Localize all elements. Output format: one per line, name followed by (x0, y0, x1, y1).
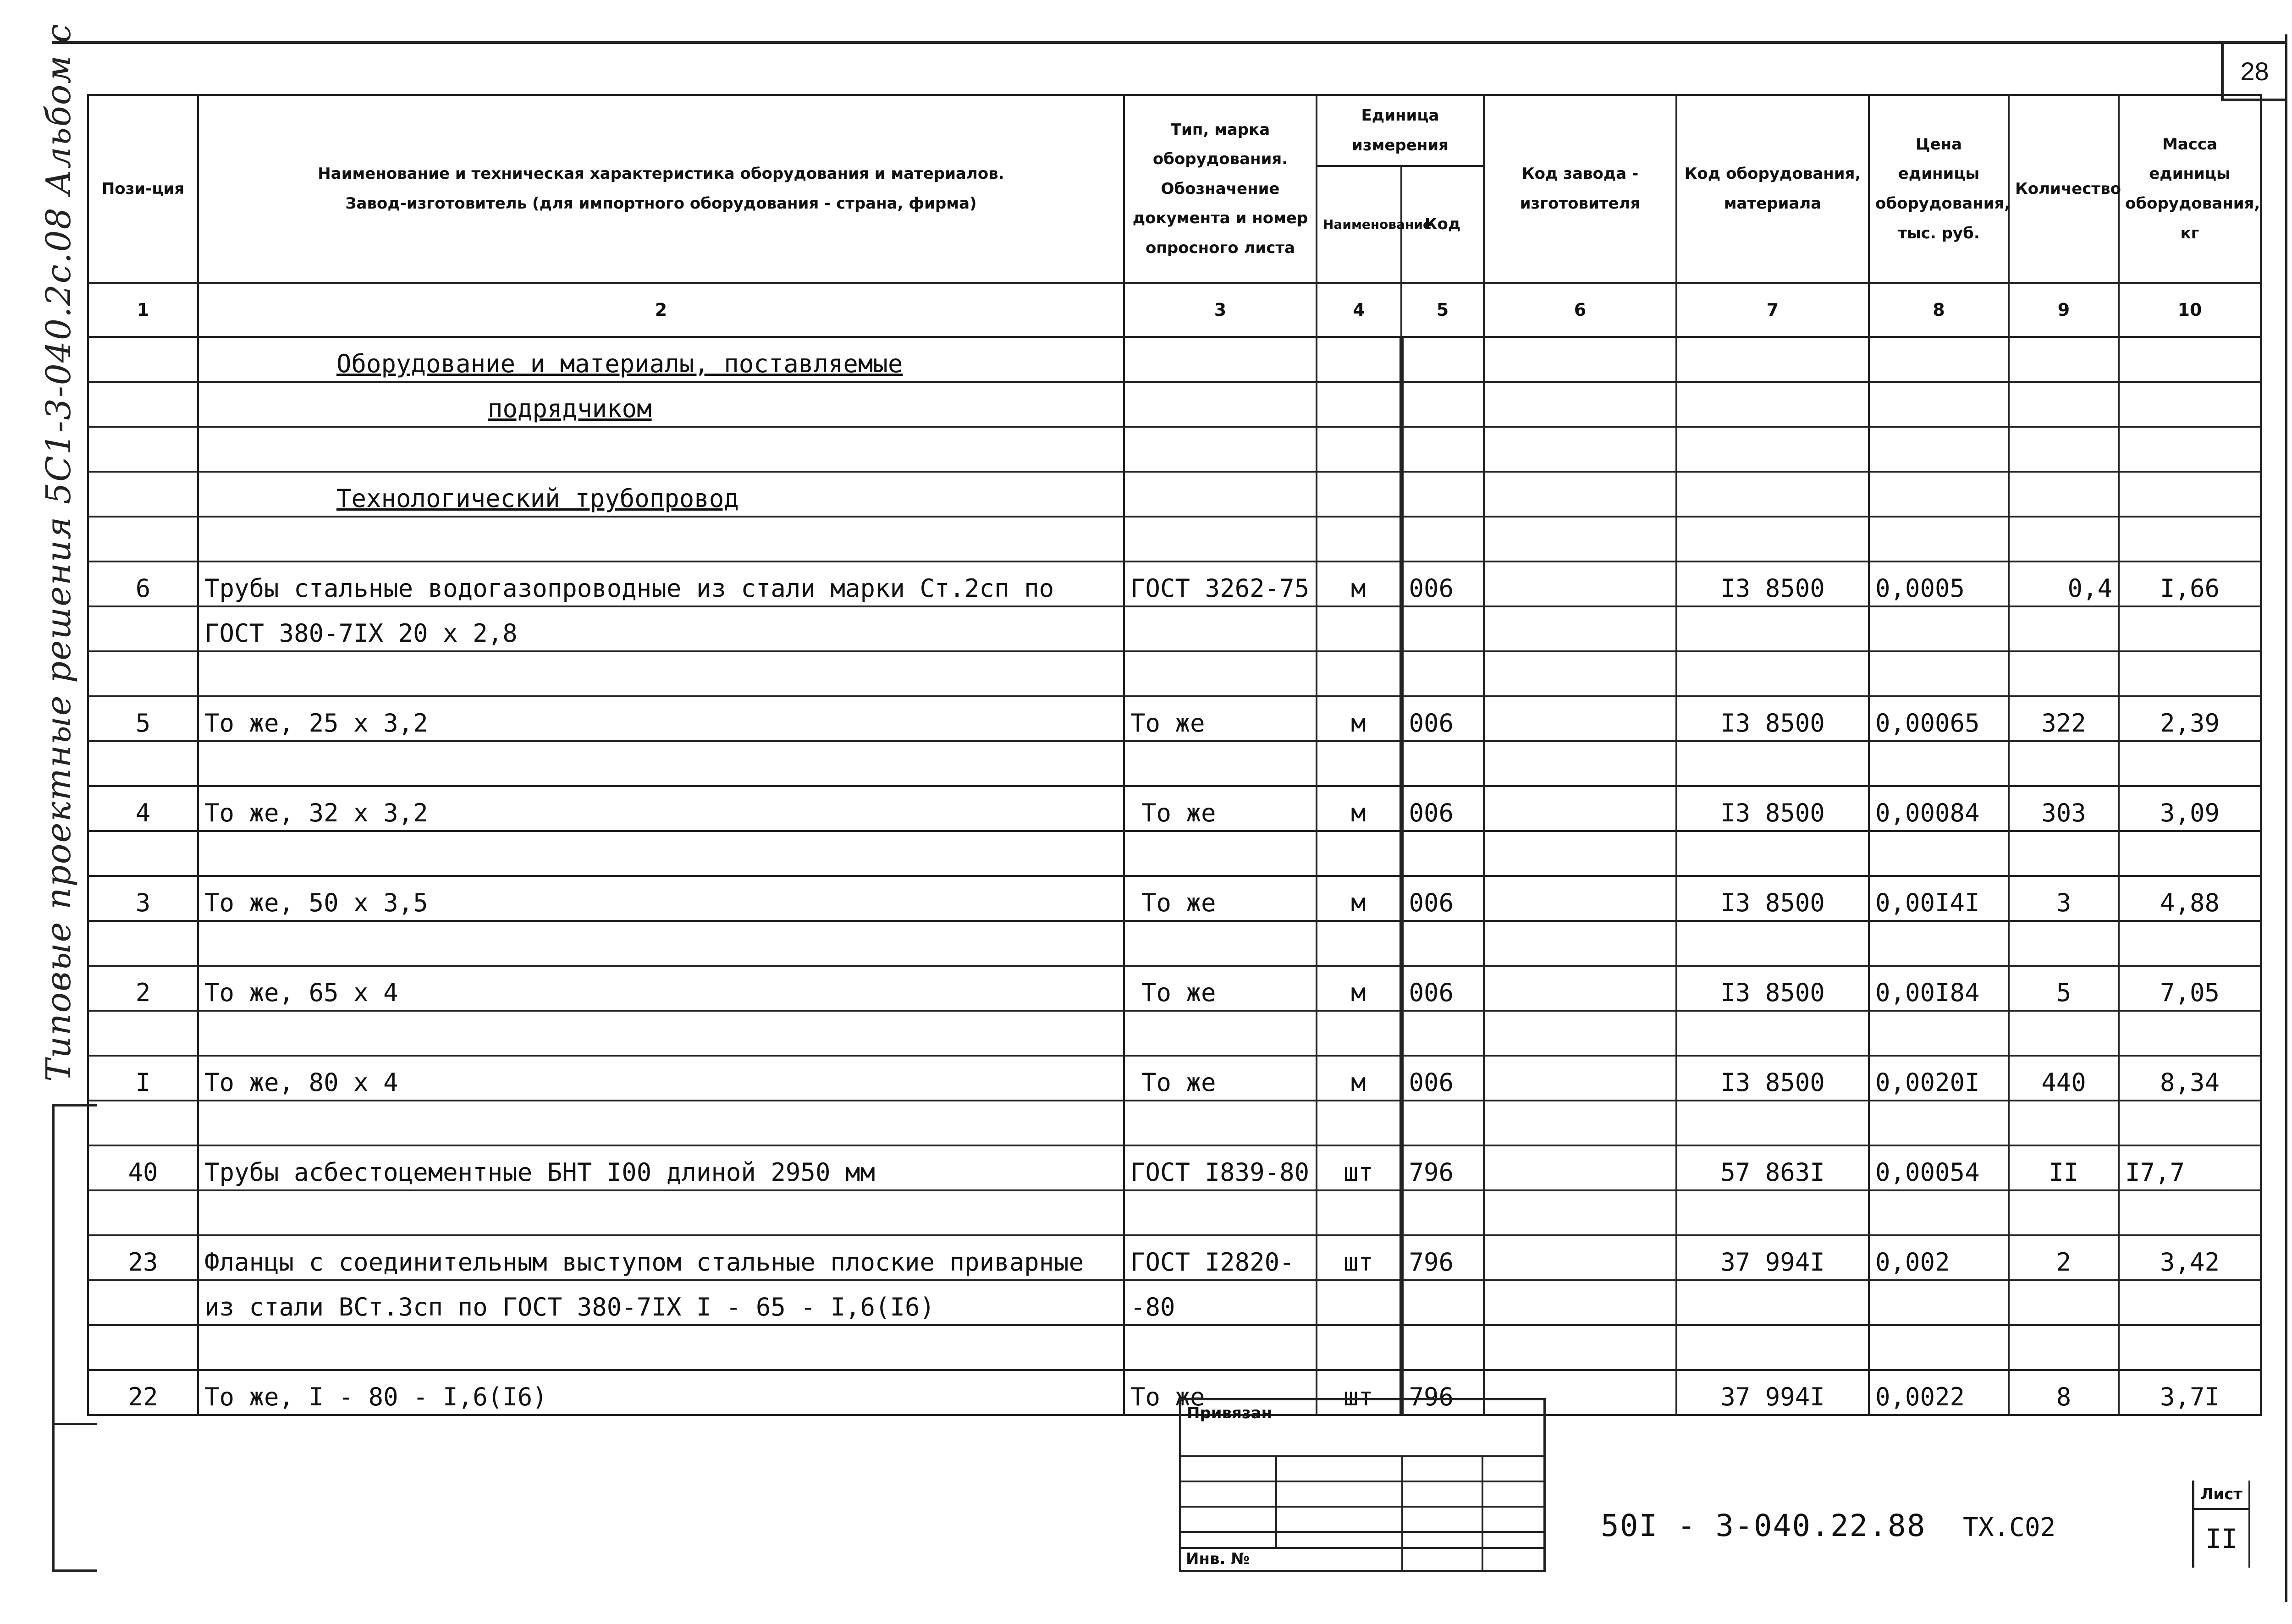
cell-unit-code: 006 (1401, 876, 1484, 921)
header-unit-name: Наименование (1317, 166, 1401, 283)
cell-type: То же (1124, 1370, 1317, 1415)
cell-name: То же, 25 х 3,2 (198, 696, 1124, 741)
sheet-number: II (2194, 1510, 2250, 1568)
table-row (88, 1190, 2261, 1235)
cell-price: 0,0020I (1869, 1056, 2009, 1101)
cell-unit: м (1317, 1056, 1401, 1101)
cell-name: ГОСТ 380-7IХ 20 х 2,8 (198, 606, 1124, 651)
cell-type: То же (1124, 966, 1317, 1011)
top-sheet-number: 28 (2221, 44, 2286, 101)
table-row (88, 1101, 2261, 1145)
cell-type: То же (1124, 696, 1317, 741)
table-row (88, 1145, 2261, 1190)
table-row (88, 517, 2261, 562)
cell-unit: м (1317, 876, 1401, 921)
cell-equipment-code: I3 8500 (1676, 1056, 1869, 1101)
cell-mass: 7,05 (2119, 966, 2261, 1011)
cell-equipment-code: I3 8500 (1676, 696, 1869, 741)
cell-position: 2 (88, 966, 198, 1011)
col-number-7: 7 (1676, 283, 1869, 337)
col-number-2: 2 (198, 283, 1124, 337)
header-unit-code: Код (1401, 166, 1484, 283)
cell-type: ГОСТ 3262-75 (1124, 562, 1317, 606)
cell-mass: 3,7I (2119, 1370, 2261, 1415)
cell-unit: м (1317, 786, 1401, 831)
side-caption: Типовые проектные решения 5С1-3-040.2с.08 Альбом с (39, 23, 78, 1082)
table-row (88, 1011, 2261, 1056)
stamp-divider (1401, 1455, 1403, 1570)
cell-position: 3 (88, 876, 198, 921)
cell-position: 23 (88, 1235, 198, 1280)
cell-quantity: 8 (2009, 1370, 2119, 1415)
table-row (88, 337, 2261, 382)
cell-unit-code: 796 (1401, 1370, 1484, 1415)
drawing-frame-right-edge (2285, 34, 2287, 1602)
table-row (88, 786, 2261, 831)
cell-price: 0,0022 (1869, 1370, 2009, 1415)
section-title: Оборудование и материалы, поставляемые (198, 337, 1124, 382)
cell-name: из стали ВСт.3сп по ГОСТ 380-7IХ I - 65 - I,6(I6) (198, 1280, 1124, 1325)
cell-equipment-code: 37 994I (1676, 1370, 1869, 1415)
cell-equipment-code: I3 8500 (1676, 562, 1869, 606)
table-row (88, 876, 2261, 921)
header-name (198, 95, 1124, 283)
section-title-cont: подрядчиком (198, 382, 1124, 427)
cell-mass: 8,34 (2119, 1056, 2261, 1101)
col-number-4: 4 (1317, 283, 1401, 337)
table-row (88, 562, 2261, 606)
binding-stamp (1179, 1398, 1546, 1572)
cell-type: -80 (1124, 1280, 1317, 1325)
table-row (88, 831, 2261, 876)
stamp-line (1181, 1481, 1543, 1482)
header-quantity: Количество (2009, 95, 2119, 283)
stamp-line (1181, 1455, 1543, 1457)
cell-name: То же, 32 х 3,2 (198, 786, 1124, 831)
cell-price: 0,00065 (1869, 696, 2009, 741)
table-row (88, 606, 2261, 651)
cell-name: Фланцы с соединительным выступом стальные плоские приварные (198, 1235, 1124, 1280)
cell-type: То же (1124, 1056, 1317, 1101)
table-row (88, 472, 2261, 517)
cell-mass: 3,09 (2119, 786, 2261, 831)
header-unit-group: Единица измерения (1317, 95, 1484, 166)
header-price: Цена единицы оборудования, тыс. руб. (1869, 95, 2009, 283)
cell-mass: 3,42 (2119, 1235, 2261, 1280)
cell-quantity: II (2009, 1145, 2119, 1190)
cell-mass: I7,7 (2119, 1145, 2261, 1190)
cell-position: 5 (88, 696, 198, 741)
cell-price: 0,00I4I (1869, 876, 2009, 921)
cell-name: Трубы стальные водогазопроводные из стали марки Ст.2сп по (198, 562, 1124, 606)
cell-type: То же (1124, 786, 1317, 831)
col-number-1: 1 (88, 283, 198, 337)
table-row (88, 1056, 2261, 1101)
col-number-6: 6 (1484, 283, 1676, 337)
cell-name: Трубы асбестоцементные БНТ I00 длиной 2950 мм (198, 1145, 1124, 1190)
cell-position: 4 (88, 786, 198, 831)
cell-price: 0,00I84 (1869, 966, 2009, 1011)
cell-quantity: 322 (2009, 696, 2119, 741)
cell-unit: м (1317, 966, 1401, 1011)
cell-equipment-code: I3 8500 (1676, 966, 1869, 1011)
header-mass: Масса единицы оборудования, кг (2119, 95, 2261, 283)
cell-unit: м (1317, 562, 1401, 606)
header-factory-code: Код завода - изготовителя (1484, 95, 1676, 283)
document-mark: ТХ.С02 (1963, 1513, 2056, 1542)
cell-price: 0,002 (1869, 1235, 2009, 1280)
stamp-divider (1275, 1455, 1277, 1547)
table-row (88, 382, 2261, 427)
col-number-9: 9 (2009, 283, 2119, 337)
cell-type: ГОСТ I2820- (1124, 1235, 1317, 1280)
stamp-divider (1482, 1455, 1483, 1570)
cell-name: То же, 80 х 4 (198, 1056, 1124, 1101)
cell-unit: м (1317, 696, 1401, 741)
header-name-line1: Наименование и техническая характеристика оборудования и материалов. (318, 165, 1004, 183)
cell-unit-code: 006 (1401, 696, 1484, 741)
cell-quantity: 5 (2009, 966, 2119, 1011)
sheet-label: Лист (2194, 1481, 2250, 1510)
cell-mass: I,66 (2119, 562, 2261, 606)
col-number-8: 8 (1869, 283, 2009, 337)
cell-mass: 2,39 (2119, 696, 2261, 741)
table-row (88, 741, 2261, 786)
col-number-3: 3 (1124, 283, 1317, 337)
cell-position: 6 (88, 562, 198, 606)
cell-type: То же (1124, 876, 1317, 921)
table-row (88, 1280, 2261, 1325)
cell-type: ГОСТ I839-80 (1124, 1145, 1317, 1190)
cell-unit: шт (1317, 1235, 1401, 1280)
header-name-line2: Завод-изготовитель (для импортного оборудования - страна, фирма) (345, 194, 977, 213)
cell-unit-code: 006 (1401, 786, 1484, 831)
table-row (88, 1325, 2261, 1370)
cell-name: То же, I - 80 - I,6(I6) (198, 1370, 1124, 1415)
cell-price: 0,00054 (1869, 1145, 2009, 1190)
col-number-10: 10 (2119, 283, 2261, 337)
table-row (88, 651, 2261, 696)
left-margin-divider (55, 1423, 97, 1425)
cell-quantity: 3 (2009, 876, 2119, 921)
cell-unit-code: 796 (1401, 1235, 1484, 1280)
cell-quantity: 303 (2009, 786, 2119, 831)
title-block (1541, 1483, 2285, 1568)
sheet-box (2192, 1481, 2287, 1568)
header-equipment-code: Код оборудования, материала (1676, 95, 1869, 283)
cell-quantity: 440 (2009, 1056, 2119, 1101)
col-number-5: 5 (1401, 283, 1484, 337)
stamp-line (1181, 1506, 1543, 1508)
cell-quantity: 2 (2009, 1235, 2119, 1280)
table-row (88, 1235, 2261, 1280)
stamp-inventory-label: Инв. № (1186, 1550, 1250, 1568)
cell-price: 0,0005 (1869, 562, 2009, 606)
cell-quantity: 0,4 (2009, 562, 2119, 606)
stamp-line (1181, 1531, 1543, 1533)
table-row (88, 1370, 2261, 1415)
cell-unit-code: 006 (1401, 1056, 1484, 1101)
cell-unit: шт (1317, 1370, 1401, 1415)
cell-equipment-code: 37 994I (1676, 1235, 1869, 1280)
cell-equipment-code: 57 863I (1676, 1145, 1869, 1190)
cell-mass: 4,88 (2119, 876, 2261, 921)
table-row (88, 696, 2261, 741)
cell-position: 22 (88, 1370, 198, 1415)
cell-equipment-code: I3 8500 (1676, 876, 1869, 921)
subsection-title: Технологический трубопровод (198, 472, 1124, 517)
header-position: Пози-ция (88, 95, 198, 283)
header-type: Тип, марка оборудования. Обозначение документа и номер опросного листа (1124, 95, 1317, 283)
table-row (88, 427, 2261, 472)
table-row (88, 921, 2261, 966)
document-code: 50I - 3-040.22.88 (1601, 1508, 1926, 1543)
cell-unit-code: 796 (1401, 1145, 1484, 1190)
cell-equipment-code: I3 8500 (1676, 786, 1869, 831)
cell-unit: шт (1317, 1145, 1401, 1190)
cell-position: 40 (88, 1145, 198, 1190)
cell-position: I (88, 1056, 198, 1101)
cell-name: То же, 65 х 4 (198, 966, 1124, 1011)
cell-name: То же, 50 х 3,5 (198, 876, 1124, 921)
stamp-line (1181, 1547, 1543, 1549)
stamp-privyazan-label: Привязан (1187, 1404, 1273, 1422)
cell-price: 0,00084 (1869, 786, 2009, 831)
specification-table (87, 94, 2262, 1416)
cell-unit-code: 006 (1401, 966, 1484, 1011)
table-row (88, 966, 2261, 1011)
cell-unit-code: 006 (1401, 562, 1484, 606)
